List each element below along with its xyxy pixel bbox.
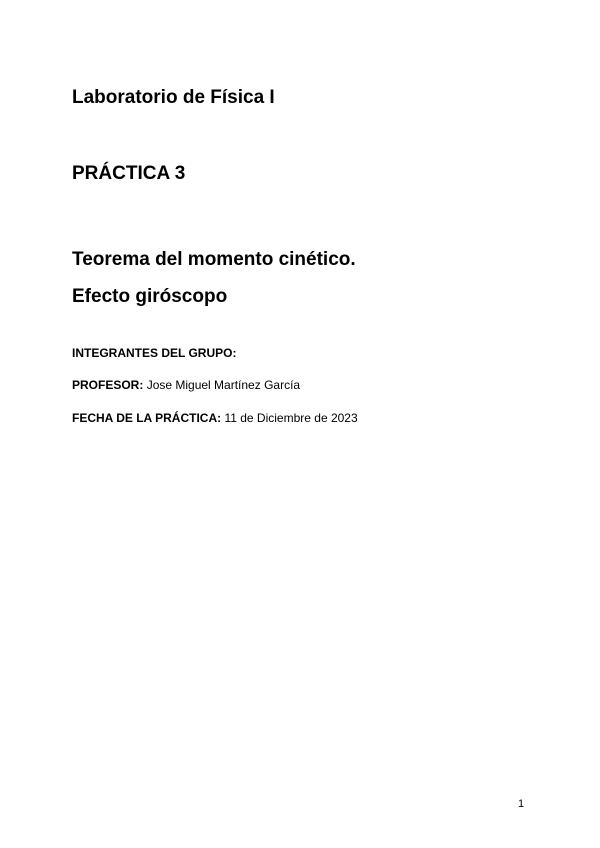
topic-title-line-1: Teorema del momento cinético. (72, 249, 356, 270)
professor-field (72, 378, 300, 393)
practice-number: PRÁCTICA 3 (72, 163, 186, 184)
practice-date-label: FECHA DE LA PRÁCTICA: (72, 411, 222, 425)
professor-value: Jose Miguel Martínez García (146, 378, 301, 392)
course-title: Laboratorio de Física I (72, 87, 275, 108)
group-members-field (72, 346, 236, 361)
group-members-label: INTEGRANTES DEL GRUPO: (72, 346, 237, 360)
practice-date-value: 11 de Diciembre de 2023 (224, 411, 358, 425)
practice-date-field (72, 411, 358, 426)
page-number: 1 (518, 798, 525, 810)
topic-title-line-2: Efecto giróscopo (72, 286, 228, 307)
topic-title (72, 241, 356, 315)
professor-label: PROFESOR: (72, 378, 144, 392)
